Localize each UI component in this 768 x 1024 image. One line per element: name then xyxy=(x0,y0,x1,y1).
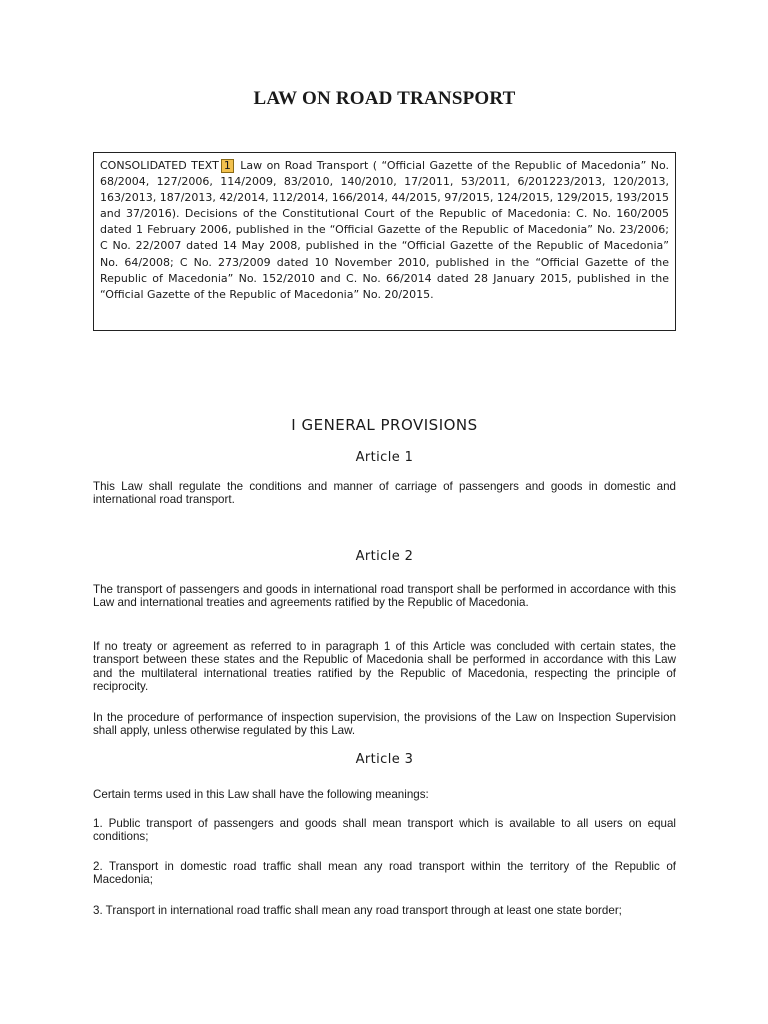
article-3-paragraph-1: Certain terms used in this Law shall have the following meanings: xyxy=(93,788,429,801)
article-3-paragraph-2: 1. Public transport of passengers and goods shall mean transport which is available to all users on equal conditions; xyxy=(93,817,676,844)
article-2-paragraph-2: If no treaty or agreement as referred to in paragraph 1 of this Article was concluded with certain states, the transport between these states and the Republic of Macedonia shall be performed in accordance with this Law and the multilateral international treaties ratified by the Republic of Macedonia, respecting the principle of reciprocity. xyxy=(93,640,676,694)
article-2-title: Article 2 xyxy=(355,549,414,564)
article-1-paragraph-1: This Law shall regulate the conditions and manner of carriage of passengers and goods in domestic and international road transport. xyxy=(93,480,676,507)
article-1-title: Article 1 xyxy=(355,450,414,465)
article-2-paragraph-3: In the procedure of performance of inspection supervision, the provisions of the Law on Inspection Supervision shall apply, unless otherwise regulated by this Law. xyxy=(93,711,676,738)
consolidated-body: Law on Road Transport ( “Official Gazette of the Republic of Macedonia” No. 68/2004, 127/2006, 114/2009, 83/2010, 140/2010, 17/2011, 53/2011, 6/201223/2013, 120/2013, 163/2013, 187/2013, 42/2014, 112/2014, 166/2014, 44/2015, 97/2015, 124/2015, 129/2015, 193/2015 and 37/2016). Decisions of the Constitutional Court of the Republic of Macedonia: C. No. 160/2005 dated 1 February 2006, published in the “Official Gazette of the Republic of Macedonia” No. 23/2006; C No. 22/2007 dated 14 May 2008, published in the “Official Gazette of the Republic of Macedonia” No. 64/2008; C No. 273/2009 dated 10 November 2010, published in the “Official Gazette of the Republic of Macedonia” No. 152/2010 and C. No. 66/2014 dated 28 January 2015, published in the “Official Gazette of the Republic of Macedonia” No. 20/2015. xyxy=(100,159,669,301)
document-title: LAW ON ROAD TRANSPORT xyxy=(253,88,516,109)
footnote-marker[interactable]: 1 xyxy=(221,159,234,173)
article-3-paragraph-4: 3. Transport in international road traffic shall mean any road transport through at least one state border; xyxy=(93,904,622,917)
consolidated-label: CONSOLIDATED TEXT xyxy=(100,159,219,172)
article-3-paragraph-3: 2. Transport in domestic road traffic shall mean any road transport within the territory of the Republic of Macedonia; xyxy=(93,860,676,887)
article-3-title: Article 3 xyxy=(355,752,414,767)
section-heading: I GENERAL PROVISIONS xyxy=(291,416,478,434)
article-2-paragraph-1: The transport of passengers and goods in international road transport shall be performed in accordance with this Law and international treaties and agreements ratified by the Republic of Macedonia. xyxy=(93,583,676,610)
consolidated-text-box xyxy=(93,152,676,331)
